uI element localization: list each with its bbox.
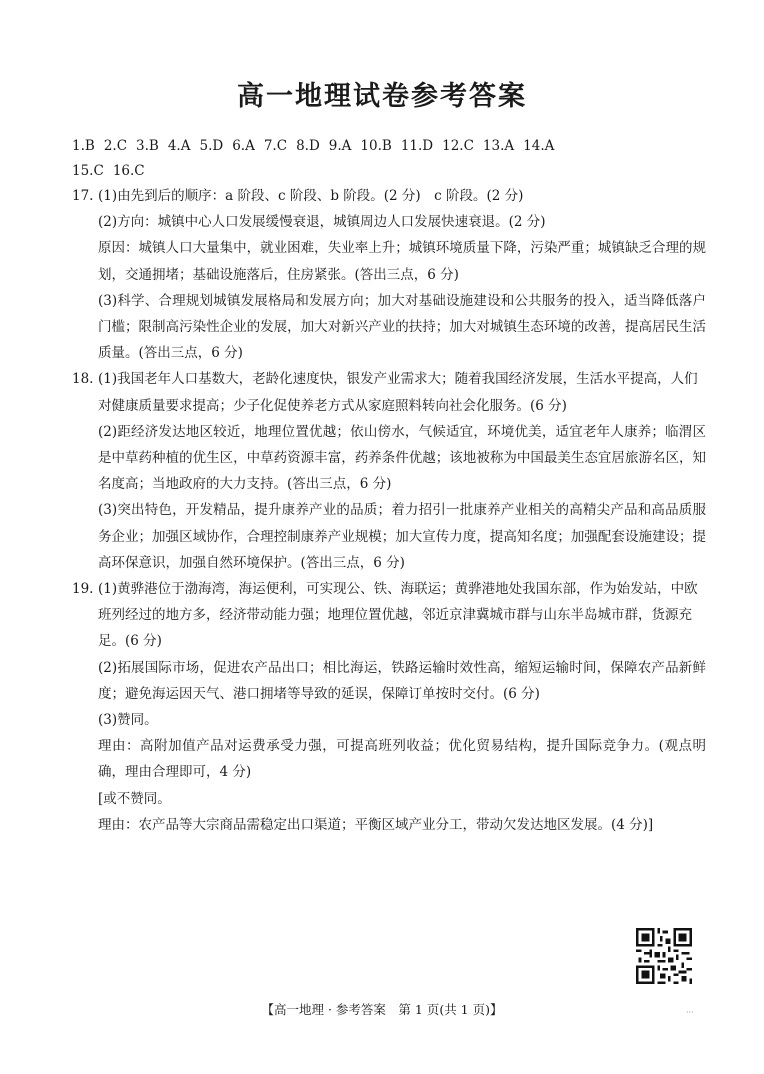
question-17 bbox=[72, 183, 706, 366]
answer-part: 理由：高附加值产品对运费承受力强，可提高班列收益；优化贸易结构，提升国际竞争力。(观点明确，理由合理即可，4 分) bbox=[98, 738, 706, 781]
choice-answer: 2.C bbox=[103, 138, 128, 154]
choice-answer: 3.B bbox=[136, 138, 159, 154]
choice-answer: 9.A bbox=[328, 138, 352, 154]
answer-part: (1)黄骅港位于渤海湾，海运便利，可实现公、铁、海联运；黄骅港地处我国东部，作为始发站，中欧班列经过的地方多，经济带动能力强；地理位置优越，邻近京津冀城市群与山东半岛城市群，货源充足。(6 分) bbox=[98, 581, 698, 650]
choice-answer: 14.A bbox=[523, 138, 555, 154]
question-number: 17. bbox=[72, 188, 94, 204]
answer-part: (1)由先到后的顺序：a 阶段、c 阶段、b 阶段。(2 分) c 阶段。(2 分) bbox=[98, 188, 524, 204]
choice-answers-row-1 bbox=[72, 136, 712, 156]
choice-answer: 4.A bbox=[167, 138, 191, 154]
page-footer: 【高一地理 · 参考答案 第 1 页(共 1 页)】 bbox=[261, 1002, 503, 1017]
page-title: 高一地理试卷参考答案 bbox=[237, 81, 527, 112]
answer-content bbox=[72, 183, 706, 838]
footer-dots: ··· bbox=[686, 1008, 694, 1017]
question-number: 19. bbox=[72, 581, 94, 598]
answer-part: (2)拓展国际市场，促进农产品出口；相比海运，铁路运输时效性高，缩短运输时间，保障农产品新鲜度；避免海运因天气、港口拥堵等导致的延误，保障订单按时交付。(6 分) bbox=[98, 659, 706, 702]
choice-answers-row-2 bbox=[72, 161, 712, 181]
choice-answer: 6.A bbox=[232, 138, 255, 154]
choice-answer: 16.C bbox=[112, 163, 145, 179]
choice-answer: 7.C bbox=[263, 138, 288, 154]
question-18 bbox=[72, 366, 706, 576]
answer-part: 原因：城镇人口大量集中，就业困难，失业率上升；城镇环境质量下降，污染严重；城镇缺乏合理的规划，交通拥堵；基础设施落后，住房紧张。(答出三点，6 分) bbox=[98, 240, 706, 283]
question-19 bbox=[72, 576, 706, 838]
answer-part: 理由：农产品等大宗商品需稳定出口渠道；平衡区域产业分工，带动欠发达地区发展。(4 分)] bbox=[98, 816, 654, 833]
answer-part: (3)赞同。 bbox=[98, 712, 158, 729]
choice-answer: 15.C bbox=[72, 163, 104, 179]
answer-part: (2)距经济发达地区较近，地理位置优越；依山傍水，气候适宜，环境优美，适宜老年人康养；临渭区是中草药种植的优生区，中草药资源丰富，药养条件优越；该地被称为中国最美生态宜居旅游名区，知名度高；当地政府的大力支持。(答出三点，6 分) bbox=[98, 423, 706, 493]
qr-code-icon bbox=[636, 928, 692, 984]
answer-part: (1)我国老年人口基数大，老龄化速度快，银发产业需求大；随着我国经济发展，生活水平提高，人们对健康质量要求提高；少子化促使养老方式从家庭照料转向社会化服务。(6 分) bbox=[98, 371, 698, 414]
answer-part: (2)方向：城镇中心人口发展缓慢衰退，城镇周边人口发展快速衰退。(2 分) bbox=[98, 214, 546, 231]
answer-part: (3)科学、合理规划城镇发展格局和发展方向；加大对基础设施建设和公共服务的投入，适当降低落户门槛；限制高污染性企业的发展，加大对新兴产业的扶持；加大对城镇生态环境的改善，提高居民生活质量。(答出三点，6 分) bbox=[98, 292, 706, 362]
choice-answer: 11.D bbox=[400, 138, 434, 154]
question-number: 18. bbox=[72, 371, 94, 388]
choice-answer: 13.A bbox=[482, 138, 515, 154]
answer-part: [或不赞同。 bbox=[98, 790, 171, 807]
choice-answer: 5.D bbox=[199, 138, 224, 154]
choice-answer: 10.B bbox=[360, 138, 392, 154]
choice-answer: 1.B bbox=[72, 138, 95, 154]
choice-answer: 8.D bbox=[296, 138, 320, 154]
choice-answer: 12.C bbox=[442, 138, 474, 154]
answer-part: (3)突出特色，开发精品，提升康养产业的品质；着力招引一批康养产业相关的高精尖产品和高品质服务企业；加强区域协作，合理控制康养产业规模；加大宣传力度，提高知名度；加强配套设施建设；提高环保意识，加强自然环境保护。(答出三点，6 分) bbox=[98, 502, 706, 571]
